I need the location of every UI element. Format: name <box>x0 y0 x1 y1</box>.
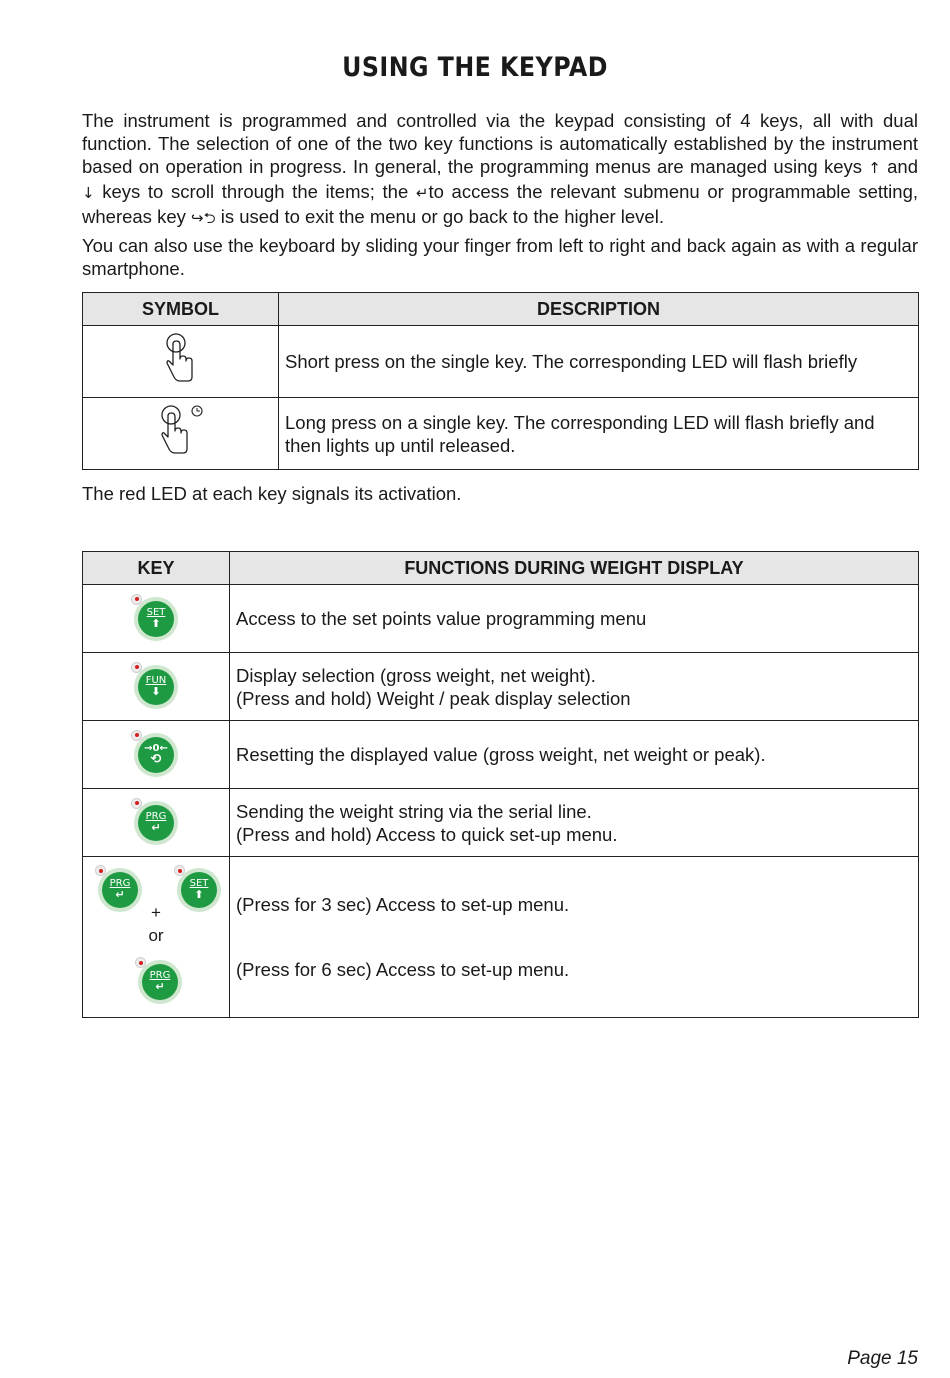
key-label: PRG <box>149 970 171 981</box>
up-arrow-icon: ⬆ <box>151 616 161 630</box>
symbol-cell <box>83 398 279 470</box>
reset-icon: ⟲ <box>150 751 162 767</box>
function-line: (Press and hold) Access to quick set-up menu. <box>236 823 618 845</box>
key-cell <box>83 585 230 653</box>
swipe-paragraph: You can also use the keyboard by sliding your finger from left to right and back again as with a regular smartphone. <box>82 235 918 279</box>
function-description <box>230 789 919 857</box>
functions-header: FUNCTIONS DURING WEIGHT DISPLAY <box>230 552 919 585</box>
symbol-description: Short press on the single key. The corresponding LED will flash briefly <box>279 326 919 398</box>
intro-text: keys to scroll through the items; the <box>94 181 416 202</box>
key-label: PRG <box>145 810 167 822</box>
table-row <box>83 585 919 653</box>
function-line: Resetting the displayed value (gross weight, net weight or peak). <box>236 744 766 765</box>
or-label: or <box>148 926 164 945</box>
prg-key-button[interactable] <box>138 960 182 1004</box>
table-row <box>83 721 919 789</box>
function-description <box>230 721 919 789</box>
function-line: (Press for 3 sec) Access to set-up menu. <box>236 894 570 915</box>
key-label: SET <box>146 606 166 618</box>
symbol-row <box>83 326 919 398</box>
fun-key-button[interactable] <box>134 665 178 709</box>
plus-sign: + <box>151 903 161 922</box>
function-description <box>230 585 919 653</box>
long-press-hand-clock-icon <box>153 403 209 459</box>
up-arrow-icon: ↑ <box>868 159 881 177</box>
function-line: (Press for 6 sec) Access to set-up menu. <box>236 959 570 980</box>
enter-icon: ↵ <box>155 980 165 993</box>
table-row <box>83 789 919 857</box>
key-combination <box>83 857 229 1017</box>
key-label: FUN <box>145 674 167 686</box>
up-arrow-icon: ⬆ <box>194 888 204 901</box>
key-cell <box>83 789 230 857</box>
key-label: PRG <box>109 878 131 889</box>
symbol-cell <box>83 326 279 398</box>
enter-icon: ↵ <box>115 888 125 901</box>
key-label: SET <box>189 878 209 889</box>
key-cell <box>83 857 230 1018</box>
led-caption: The red LED at each key signals its activation. <box>82 483 462 504</box>
page-title: USING THE KEYPAD <box>342 52 608 83</box>
function-description <box>230 857 919 1018</box>
function-line: Access to the set points value programming menu <box>236 608 647 629</box>
key-cell <box>83 653 230 721</box>
key-label: →0← <box>144 742 168 754</box>
down-arrow-icon: ↓ <box>82 184 95 202</box>
function-line: Sending the weight string via the serial line. <box>236 800 592 822</box>
function-line: (Press and hold) Weight / peak display selection <box>236 687 631 709</box>
zero-key-button[interactable] <box>134 733 178 777</box>
function-description <box>230 653 919 721</box>
page-number: Page 15 <box>847 1348 918 1369</box>
intro-text: The instrument is programmed and controlled via the keypad consisting of 4 keys, all with dual function. The selection of one of the two key functions is automatically established by the instrument based on operation in progress. In general, the programming menus are managed using keys <box>82 110 918 177</box>
key-cell <box>83 721 230 789</box>
exit-icon: ↪⮌ <box>191 209 216 227</box>
prg-key-button[interactable] <box>134 801 178 845</box>
intro-paragraph <box>82 109 918 230</box>
description-header: DESCRIPTION <box>279 293 919 326</box>
enter-icon: ↵ <box>415 184 429 202</box>
key-header: KEY <box>83 552 230 585</box>
symbol-description: Long press on a single key. The corresponding LED will flash briefly and then lights up until released. <box>279 398 919 470</box>
intro-text: to access the relevant submenu or programmable setting, whereas key <box>82 181 918 227</box>
table-row <box>83 653 919 721</box>
table-row <box>83 857 919 1018</box>
function-line: Display selection (gross weight, net weight). <box>236 664 596 686</box>
symbol-header: SYMBOL <box>83 293 279 326</box>
intro-text: is used to exit the menu or go back to the higher level. <box>215 206 664 227</box>
enter-icon: ↵ <box>151 820 161 834</box>
symbol-table <box>82 292 919 470</box>
down-arrow-icon: ⬇ <box>151 684 161 698</box>
set-key-button[interactable] <box>134 597 178 641</box>
short-press-hand-icon <box>164 331 198 387</box>
symbol-row <box>83 398 919 470</box>
intro-text: and <box>880 156 918 177</box>
key-functions-table <box>82 551 919 1018</box>
